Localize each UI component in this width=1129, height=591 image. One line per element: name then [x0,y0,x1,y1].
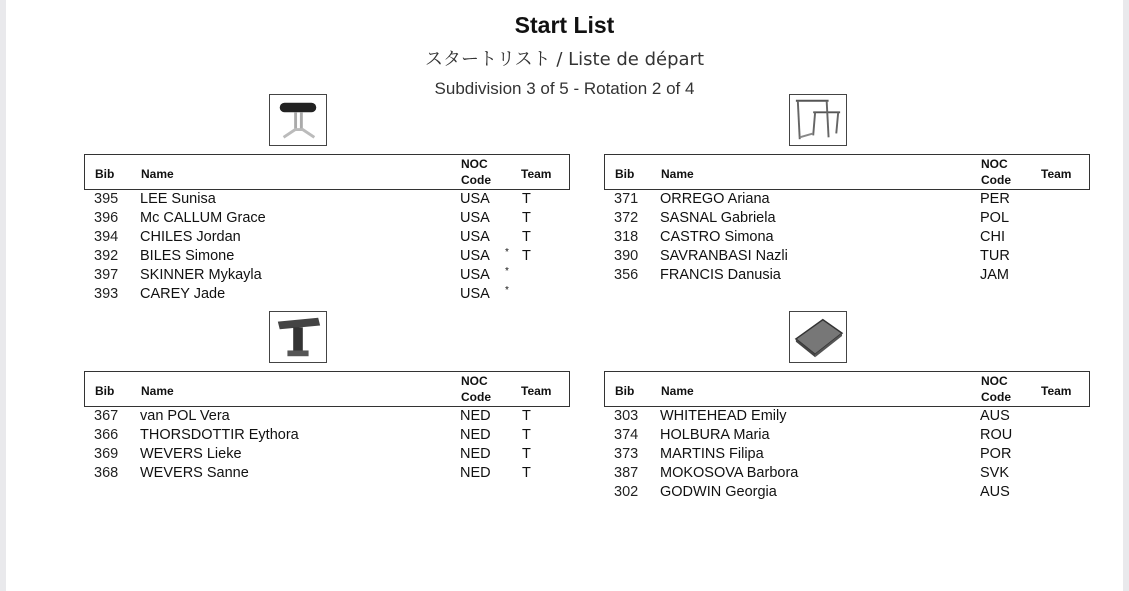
star-marker: * [505,285,509,296]
team-marker: T [522,427,531,443]
noc-code: JAM [980,267,1009,283]
vault-table-icon [269,311,327,363]
athlete-name: WHITEHEAD Emily [660,408,787,424]
athlete-name: SKINNER Mykayla [140,267,262,283]
column-header-team: Team [521,167,552,181]
column-header-noc-code: Code [981,390,1011,404]
column-header-noc: NOC [981,374,1008,388]
column-header-team: Team [1041,167,1072,181]
table-row [604,426,1090,445]
table-row [604,266,1090,285]
table-header [604,371,1090,407]
team-marker: T [522,248,531,264]
noc-code: ROU [980,427,1013,443]
table-row [604,483,1090,502]
table-header [84,371,570,407]
bib-number: 392 [94,248,119,264]
team-marker: T [522,465,531,481]
balance-beam-icon [269,94,327,146]
athlete-name: van POL Vera [140,408,230,424]
athlete-name: CASTRO Simona [660,229,774,245]
noc-code: PER [980,191,1010,207]
uneven-bars-icon [789,94,847,146]
table-row [84,285,570,304]
noc-code: USA [460,248,490,264]
table-row [84,407,570,426]
table-row [84,209,570,228]
noc-code: SVK [980,465,1010,481]
start-list-table-bars [604,154,1090,285]
bib-number: 368 [94,465,119,481]
table-row [84,426,570,445]
team-marker: T [522,191,531,207]
bib-number: 303 [614,408,639,424]
table-row [604,209,1090,228]
column-header-noc: NOC [981,157,1008,171]
athlete-name: LEE Sunisa [140,191,216,207]
column-header-team: Team [521,384,552,398]
bib-number: 367 [94,408,119,424]
athlete-name: Mc CALLUM Grace [140,210,266,226]
bib-number: 302 [614,484,639,500]
bib-number: 387 [614,465,639,481]
column-header-bib: Bib [95,167,115,181]
column-header-bib: Bib [615,384,635,398]
bib-number: 374 [614,427,639,443]
column-header-name: Name [661,384,694,398]
noc-code: NED [460,465,491,481]
athlete-name: ORREGO Ariana [660,191,770,207]
column-header-team: Team [1041,384,1072,398]
noc-code: CHI [980,229,1005,245]
bib-number: 318 [614,229,639,245]
noc-code: NED [460,408,491,424]
noc-code: NED [460,427,491,443]
team-marker: T [522,210,531,226]
column-header-name: Name [661,167,694,181]
noc-code: POR [980,446,1012,462]
bib-number: 394 [94,229,119,245]
noc-code: TUR [980,248,1010,264]
bib-number: 356 [614,267,639,283]
start-list-table-vault [84,371,570,483]
athlete-name: WEVERS Lieke [140,446,242,462]
subdivision-rotation-label: Subdivision 3 of 5 - Rotation 2 of 4 [434,79,695,98]
athlete-name: GODWIN Georgia [660,484,777,500]
star-marker: * [505,247,509,258]
noc-code: USA [460,210,490,226]
athlete-name: CAREY Jade [140,286,226,302]
table-row [84,445,570,464]
column-header-bib: Bib [95,384,115,398]
noc-code: AUS [980,484,1010,500]
table-body [84,190,570,304]
noc-code: USA [460,267,490,283]
document-page [6,0,1123,591]
column-header-noc-code: Code [461,173,491,187]
table-row [604,247,1090,266]
athlete-name: BILES Simone [140,248,235,264]
table-body [604,190,1090,285]
star-marker: * [505,266,509,277]
table-row [84,190,570,209]
table-body [84,407,570,483]
table-row [84,247,570,266]
bib-number: 373 [614,446,639,462]
noc-code: NED [460,446,491,462]
noc-code: POL [980,210,1010,226]
athlete-name: FRANCIS Danusia [660,267,781,283]
bib-number: 390 [614,248,639,264]
column-header-noc: NOC [461,157,488,171]
bib-number: 395 [94,191,119,207]
athlete-name: SAVRANBASI Nazli [660,248,788,264]
noc-code: USA [460,286,490,302]
start-list-table-beam [84,154,570,304]
athlete-name: THORSDOTTIR Eythora [140,427,299,443]
start-list-table-floor [604,371,1090,502]
bib-number: 396 [94,210,119,226]
column-header-bib: Bib [615,167,635,181]
athlete-name: SASNAL Gabriela [660,210,776,226]
column-header-name: Name [141,167,174,181]
table-header [84,154,570,190]
table-row [84,464,570,483]
noc-code: AUS [980,408,1010,424]
table-row [84,228,570,247]
athlete-name: HOLBURA Maria [660,427,770,443]
athlete-name: MARTINS Filipa [660,446,764,462]
team-marker: T [522,408,531,424]
noc-code: USA [460,229,490,245]
table-row [84,266,570,285]
table-body [604,407,1090,502]
column-header-noc-code: Code [981,173,1011,187]
athlete-name: CHILES Jordan [140,229,241,245]
bib-number: 371 [614,191,639,207]
bib-number: 372 [614,210,639,226]
floor-mat-icon [789,311,847,363]
bib-number: 369 [94,446,119,462]
bib-number: 397 [94,267,119,283]
athlete-name: WEVERS Sanne [140,465,249,481]
noc-code: USA [460,191,490,207]
team-marker: T [522,229,531,245]
page-title: Start List [514,12,615,38]
bib-number: 393 [94,286,119,302]
column-header-noc: NOC [461,374,488,388]
bib-number: 366 [94,427,119,443]
table-row [604,190,1090,209]
athlete-name: MOKOSOVA Barbora [660,465,799,481]
column-header-noc-code: Code [461,390,491,404]
page-subtitle-translations: スタートリスト / Liste de départ [424,49,705,70]
team-marker: T [522,446,531,462]
table-row [604,464,1090,483]
table-row [604,407,1090,426]
table-row [604,445,1090,464]
table-row [604,228,1090,247]
table-header [604,154,1090,190]
column-header-name: Name [141,384,174,398]
